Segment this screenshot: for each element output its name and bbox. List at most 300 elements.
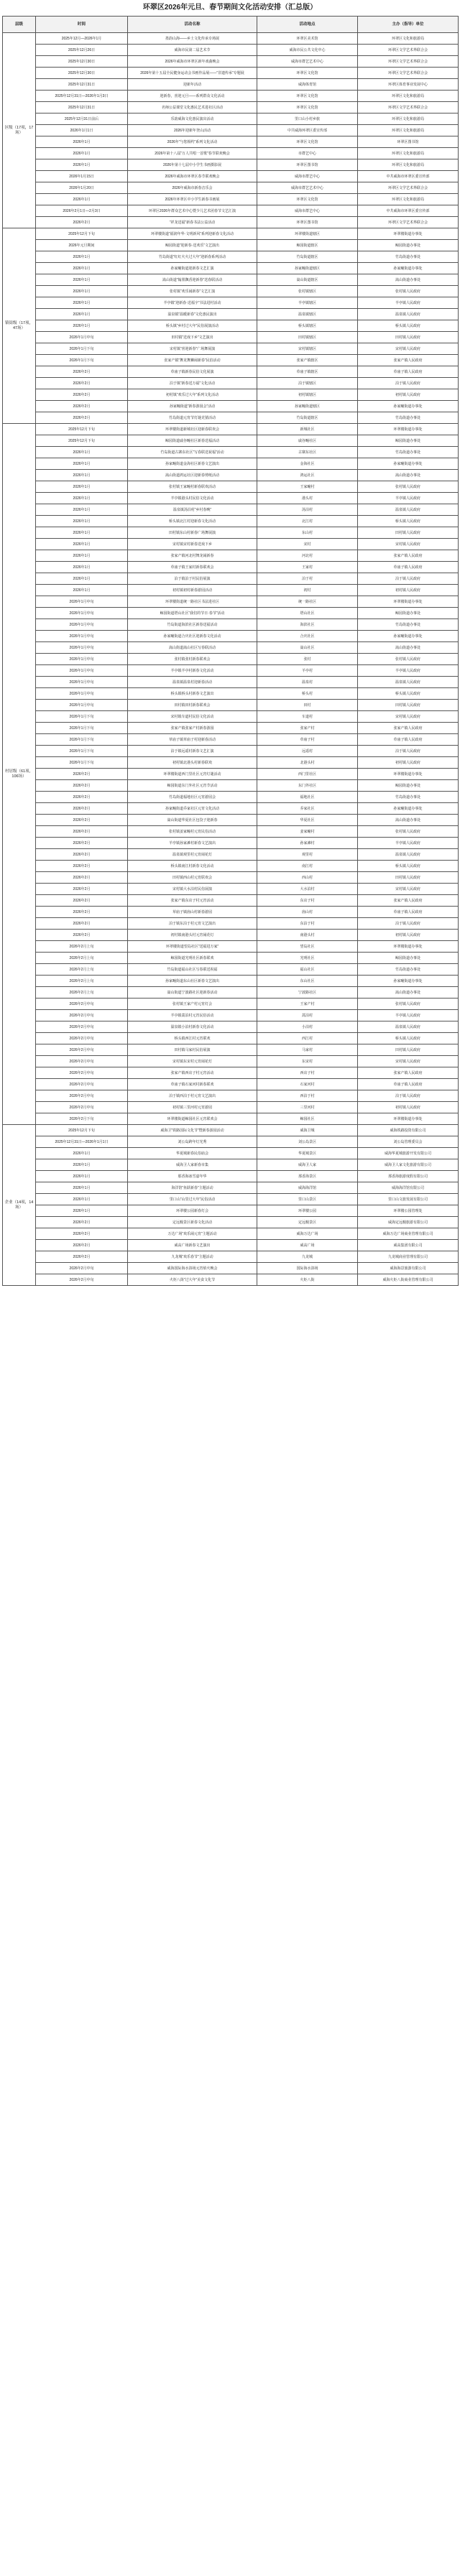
table-row [3,1125,459,1136]
organizer-cell: 威海定远舰旅游有限公司 [358,1217,459,1228]
table-row [3,481,459,493]
organizer-cell: 初村镇人民政府 [358,585,459,596]
organizer-cell: 里口山文旅发展有限公司 [358,1194,459,1205]
location-cell: 羊亭镇辖区 [257,297,358,309]
activity-cell: 嵩山街道嵩山社区写春联活动 [128,642,257,654]
activity-cell: 环翠楼街道新城社区迎新春联欢会 [128,424,257,435]
activity-cell: 名师公益课堂文化惠民艺术进社区活动 [128,102,257,113]
activity-cell: 羊亭镇蒿泊村元宵民俗活动 [128,1010,257,1021]
header-location: 活动地点 [257,17,358,33]
organizer-cell: 田村镇人民政府 [358,527,459,539]
location-cell: 车道村 [257,711,358,723]
organizer-cell: 那香海旅游度假有限公司 [358,1171,459,1182]
location-cell: 观里村 [257,849,358,861]
time-cell: 2026年1月 [36,274,128,286]
time-cell: 2026年2月 [36,366,128,378]
organizer-cell: 张家产镇人民政府 [358,355,459,366]
location-cell: 张家产镇辖区 [257,355,358,366]
location-cell: 乔家社区 [257,803,358,815]
location-cell: 马家村 [257,1044,358,1056]
location-cell: 竹岛街道辖区 [257,412,358,424]
activity-cell: 张家产镇“舞龙舞狮闹新春”民俗活动 [128,355,257,366]
location-cell: 孙家滩村 [257,838,358,849]
organizer-cell: 初村镇人民政府 [358,389,459,401]
table-row [3,136,459,148]
activity-cell: 竹岛街道元宵节灯谜竞猜活动 [128,412,257,424]
organizer-cell: 孙家疃街道办事处 [358,631,459,642]
table-row [3,343,459,355]
activity-cell: 宋村镇“喜迎新春”广场舞展演 [128,343,257,355]
location-cell: 张家产村 [257,723,358,734]
organizer-cell: 羊亭镇人民政府 [358,297,459,309]
table-row [3,297,459,309]
location-cell: 宋村镇辖区 [257,343,358,355]
table-row [3,1090,459,1102]
activity-table [2,16,459,1286]
organizer-cell: 田村镇人民政府 [358,700,459,711]
location-cell: 羊亭村 [257,665,358,677]
location-cell: 小泊村 [257,1021,358,1033]
time-cell: 2026年2月 [36,1228,128,1240]
table-row [3,631,459,642]
activity-cell: 里口山“山里过大年”民俗活动 [128,1194,257,1205]
activity-cell: 泊于镇西泊于村元宵文艺演出 [128,1090,257,1102]
organizer-cell: 羊亭镇人民政府 [358,838,459,849]
location-cell: 塔山社区 [257,608,358,619]
activity-cell: 竹岛街道海滨社区新春送福活动 [128,619,257,631]
activity-cell: 环翠楼街道统一路社区书法进社区 [128,596,257,608]
time-cell: 2026年1月 [36,585,128,596]
organizer-cell: 张村镇人民政府 [358,286,459,297]
organizer-cell: 温泉镇人民政府 [358,309,459,320]
organizer-cell: 环翠楼公园管理处 [358,1205,459,1217]
time-cell: 2025年12月30日 [36,68,128,79]
time-cell: 2026年1月中旬 [36,642,128,654]
activity-cell: 羊亭镇孙家滩村新春文艺演出 [128,838,257,849]
table-row [3,757,459,769]
organizer-cell: 初村镇人民政府 [358,930,459,941]
organizer-cell: 环翠楼街道办事处 [358,1113,459,1125]
table-row [3,68,459,79]
organizer-cell: 环翠区文化和旅游局 [358,194,459,205]
location-cell: 金海社区 [257,458,358,470]
activity-cell: 桥头镇南江村新春文化活动 [128,861,257,872]
time-cell: 2026年2月 [36,217,128,228]
activity-cell: 田村镇“送戏下乡”文艺演出 [128,332,257,343]
organizer-cell: 环翠楼街道办事处 [358,596,459,608]
location-cell: 大水泊村 [257,884,358,895]
table-row [3,1217,459,1228]
activity-cell: 环翠楼街道西门里社区元宵灯谜活动 [128,769,257,780]
table-row [3,711,459,723]
organizer-cell: 泊于镇人民政府 [358,573,459,585]
time-cell: 2025年12月—2026年1月 [36,33,128,45]
organizer-cell: 张村镇人民政府 [358,999,459,1010]
location-cell: 草庙子村 [257,734,358,746]
location-cell: 鲸园街道辖区 [257,240,358,251]
organizer-cell: 威海卫人家文化旅游有限公司 [358,1159,459,1171]
organizer-cell: 张村镇人民政府 [358,654,459,665]
time-cell: 2026年2月中旬 [36,1044,128,1056]
time-cell: 2025年12月下旬 [36,228,128,240]
time-cell: 2026年2月 [36,930,128,941]
organizer-cell: 环翠楼街道办事处 [358,424,459,435]
organizer-cell: 宋村镇人民政府 [358,884,459,895]
location-cell: 九龙城 [257,1251,358,1263]
table-row [3,45,459,56]
time-cell: 2026年1月 [36,263,128,274]
organizer-cell: 孙家疃街道办事处 [358,263,459,274]
activity-cell: 那香海冰雪嘉年华 [128,1171,257,1182]
location-cell: 戚谷疃社区 [257,435,358,447]
organizer-cell: 张村镇人民政府 [358,826,459,838]
activity-cell: 环翠区2026年群众艺术中心暨少儿艺术团春节文艺汇演 [128,205,257,217]
location-cell: 温泉村 [257,677,358,688]
organizer-cell: 威高集团有限公司 [358,1240,459,1251]
activity-cell: 孙家疃街道乔家社区元宵文化活动 [128,803,257,815]
location-cell: 新城社区 [257,424,358,435]
time-cell: 2025年12月31日前后 [36,113,128,125]
table-row [3,125,459,136]
time-cell: 2026年1月15日 [36,171,128,182]
organizer-cell: 泊于镇人民政府 [358,918,459,930]
organizer-cell: 竹岛街道办事处 [358,964,459,976]
table-row [3,573,459,585]
organizer-cell: 温泉镇人民政府 [358,849,459,861]
time-cell: 2026年2月 [36,872,128,884]
organizer-cell: 竹岛街道办事处 [358,792,459,803]
organizer-cell: 田村镇人民政府 [358,1044,459,1056]
time-cell: 2026年1月 [36,470,128,481]
time-cell: 2026年1月下旬 [36,757,128,769]
table-row [3,1205,459,1217]
time-cell: 2026年1月 [36,1159,128,1171]
activity-cell: 环翠楼街道望岛社区“送福进万家” [128,941,257,953]
location-cell: 市群艺中心 [257,148,358,159]
activity-cell: 泊于镇东泊于村元宵文艺演出 [128,918,257,930]
time-cell: 2026年1月中旬 [36,619,128,631]
table-row [3,792,459,803]
activity-cell: 桥头镇桥头村新春文艺演出 [128,688,257,700]
table-row [3,458,459,470]
time-cell: 2026年1月 [36,320,128,332]
location-cell: 东宋村 [257,1056,358,1067]
organizer-cell: 鲸园街道办事处 [358,608,459,619]
table-row [3,309,459,320]
table-row [3,953,459,964]
organizer-cell: 环翠区文学艺术界联合会 [358,217,459,228]
organizer-cell: 张家产镇人民政府 [358,723,459,734]
time-cell: 2026年1月 [36,1148,128,1159]
time-cell: 2026年1月下旬 [36,355,128,366]
location-cell: 环翠区图书馆 [257,159,358,171]
activity-cell: 定远舰景区新春文化活动 [128,1217,257,1228]
organizer-cell: 环翠区体育事业发展中心 [358,79,459,91]
table-row [3,366,459,378]
time-cell: 2026年1月1日 [36,125,128,136]
organizer-cell: 竹岛街道办事处 [358,412,459,424]
table-row [3,930,459,941]
activity-cell: 2026年环翠区中小学生新春书画展 [128,194,257,205]
time-cell: 2026年2月 [36,907,128,918]
activity-cell: 迎新年活动 [128,79,257,91]
activity-cell: 乐韵威海文化惠民演出活动 [128,113,257,125]
organizer-cell: 环翠区文化和旅游局 [358,148,459,159]
organizer-cell: 桥头镇人民政府 [358,688,459,700]
table-row [3,1240,459,1251]
table-row [3,1194,459,1205]
time-cell: 2026年2月中旬 [36,1090,128,1102]
location-cell: 威海卫人家 [257,1159,358,1171]
organizer-cell: 中共威海市环翠区委宣传部 [358,205,459,217]
time-cell: 2025年12月下旬 [36,435,128,447]
organizer-cell: 宋村镇人民政府 [358,1056,459,1067]
location-cell: 威海市群艺艺术中心 [257,56,358,68]
table-row [3,999,459,1010]
location-cell: 环翠区文化馆 [257,194,358,205]
location-cell: 竹岛街道辖区 [257,251,358,263]
organizer-cell: 环翠楼街道办事处 [358,228,459,240]
activity-cell: 鲸园街道戚谷疃社区新春送福活动 [128,435,257,447]
table-row [3,826,459,838]
organizer-cell: 嵩山街道办事处 [358,987,459,999]
activity-cell: 草庙子镇新春民俗文化展演 [128,366,257,378]
time-cell: 2026年2月 [36,861,128,872]
time-cell: 2026年2月中旬 [36,1010,128,1021]
activity-cell: 初村镇北港头村新春联欢 [128,757,257,769]
table-row [3,1067,459,1079]
activity-cell: 嵩山街道鸿运社区迎新春剪纸活动 [128,470,257,481]
location-cell: 海滨社区 [257,619,358,631]
location-cell: 北港头村 [257,757,358,769]
time-cell: 2026年2月 [36,389,128,401]
time-cell: 2026年1月 [36,493,128,504]
table-row [3,516,459,527]
time-cell: 2026年1月 [36,159,128,171]
organizer-cell: 羊亭镇人民政府 [358,1010,459,1021]
table-row [3,1021,459,1033]
time-cell: 2026年2月1日—2月3日 [36,205,128,217]
time-cell: 2026年2月 [36,769,128,780]
time-cell: 2026年2月上旬 [36,987,128,999]
time-cell: 2025年12月下旬 [36,424,128,435]
organizer-cell: 羊亭镇人民政府 [358,665,459,677]
table-row [3,56,459,68]
table-row [3,102,459,113]
table-row [3,1113,459,1125]
location-cell: 三里河村 [257,1102,358,1113]
table-row [3,780,459,792]
location-cell: 草庙子镇辖区 [257,366,358,378]
location-cell: 望岛社区 [257,941,358,953]
location-cell: 西江村 [257,1033,358,1044]
activity-cell: 九龙城“欢乐春节”主题活动 [128,1251,257,1263]
location-cell: 环翠区文化馆 [257,91,358,102]
location-cell: 东泊于村 [257,918,358,930]
time-cell: 2026年1月 [36,148,128,159]
time-cell: 2026年1月 [36,481,128,493]
location-cell: 定远舰景区 [257,1217,358,1228]
location-cell: 威海市民公共文化中心 [257,45,358,56]
location-cell: 那香海景区 [257,1171,358,1182]
activity-cell: 孙家疃街道合庆社区迎新春文化活动 [128,631,257,642]
organizer-cell: 初村镇人民政府 [358,757,459,769]
activity-cell: 2026年威海市环翠区新年戏曲晚会 [128,56,257,68]
time-cell: 2026年1月 [36,136,128,148]
activity-cell: 张家产镇河北村舞龙闹新春 [128,550,257,562]
time-cell: 2026年2月 [36,780,128,792]
location-cell: 光明社区 [257,953,358,964]
table-row [3,769,459,780]
location-cell: 王家产村 [257,999,358,1010]
activity-cell: 威高广场新春文艺演出 [128,1240,257,1251]
activity-cell: 鲸园街道塔山社区“我们的节日·春节”活动 [128,608,257,619]
table-row [3,412,459,424]
table-row [3,803,459,815]
activity-cell: 嵩山街道华夏社区包饺子迎新春 [128,815,257,826]
organizer-cell: 鲸园街道办事处 [358,435,459,447]
time-cell: 2026年2月上旬 [36,953,128,964]
header-level: 层级 [3,17,36,33]
organizer-cell: 泊于镇人民政府 [358,746,459,757]
location-cell: 环翠区文化馆 [257,102,358,113]
time-cell: 2026年2月 [36,412,128,424]
location-cell: 西泊于村 [257,1090,358,1102]
time-cell: 2026年2月 [36,838,128,849]
organizer-cell: 桥头镇人民政府 [358,320,459,332]
level-cell: 镇街级（17项，47场） [3,228,36,424]
organizer-cell: 环翠区文学艺术界联合会 [358,102,459,113]
organizer-cell: 宋村镇人民政府 [358,539,459,550]
time-cell: 2026年1月 [36,297,128,309]
organizer-cell: 竹岛街道办事处 [358,619,459,631]
activity-cell: 墨韵山海——乡土文化传承专场展 [128,33,257,45]
activity-cell: 张村镇“欢乐闹新春”文艺汇演 [128,286,257,297]
table-row [3,274,459,286]
location-cell: 崮山村 [257,907,358,918]
table-row [3,79,459,91]
time-cell: 2026年2月上旬 [36,976,128,987]
time-cell: 2026年2月 [36,815,128,826]
organizer-cell: 威海铁路投资有限公司 [358,1125,459,1136]
location-cell: 宋村 [257,539,358,550]
time-cell: 2026年1月中旬 [36,332,128,343]
table-row [3,320,459,332]
table-row [3,688,459,700]
table-row [3,447,459,458]
time-cell: 2026年2月上旬 [36,964,128,976]
activity-cell: 初村镇初村新春游园活动 [128,585,257,596]
time-cell: 2026年2月中旬 [36,1102,128,1113]
location-cell: 桥头镇辖区 [257,320,358,332]
organizer-cell: 张家产镇人民政府 [358,1067,459,1079]
location-cell: 威海市群艺中心 [257,205,358,217]
time-cell: 2026年2月下旬 [36,1113,128,1125]
table-row [3,677,459,688]
location-cell: 初村镇辖区 [257,389,358,401]
table-row [3,435,459,447]
table-row [3,907,459,918]
activity-cell: 温泉镇“温暖新春”文化惠民演出 [128,309,257,320]
table-row [3,941,459,953]
time-cell: 2026年1月 [36,1182,128,1194]
activity-cell: 2026年第十七届中小学生书画摄影展 [128,159,257,171]
activity-cell: 孙家疃街道金海社区新春文艺演出 [128,458,257,470]
organizer-cell: 温泉镇人民政府 [358,1021,459,1033]
table-row [3,895,459,907]
time-cell: 2026年1月中旬 [36,677,128,688]
table-row [3,1044,459,1056]
time-cell: 2026年1月 [36,516,128,527]
activity-cell: 2026年第十八届“万人共唱一首歌”春节联欢晚会 [128,148,257,159]
activity-cell: 刘公岛跨年灯光秀 [128,1136,257,1148]
time-cell: 2025年12月26日 [36,45,128,56]
activity-cell: 羊亭镇“迎新春·送福字”书法进村活动 [128,297,257,309]
activity-cell: 张村镇王家产村元宵灯会 [128,999,257,1010]
time-cell: 2026年1月下旬 [36,723,128,734]
location-cell: 孙家疃街道辖区 [257,263,358,274]
location-cell: 东山村 [257,527,358,539]
organizer-cell: 宋村镇人民政府 [358,343,459,355]
table-row [3,1251,459,1263]
time-cell: 2026年1月 [36,1171,128,1182]
activity-cell: 张村镇姜家疃村元宵民俗活动 [128,826,257,838]
table-row [3,1182,459,1194]
table-row [3,389,459,401]
time-cell: 2025年12月31日 [36,79,128,91]
time-cell: 2025年12月31日—2026年1月1日 [36,1136,128,1148]
location-cell: 嵩山街道辖区 [257,274,358,286]
time-cell: 2026年2月 [36,401,128,412]
location-cell: 里口山小村乡旅 [257,113,358,125]
activity-cell: 竹岛街道古寨东社区“写春联送祝福”活动 [128,447,257,458]
table-row [3,596,459,608]
location-cell: 远遥村 [257,746,358,757]
activity-cell: 田村镇田村新春联欢会 [128,700,257,711]
organizer-cell: 环翠区图书馆 [358,136,459,148]
activity-cell: 张家产镇东店子村元宵活动 [128,895,257,907]
time-cell: 2026年2月中旬 [36,1033,128,1044]
organizer-cell: 环翠区文化和旅游局 [358,91,459,102]
activity-cell: 海洋馆“鱼跃新春”主题活动 [128,1182,257,1194]
table-row [3,700,459,711]
activity-cell: 鲸园街道东门外社区元宵节活动 [128,780,257,792]
time-cell: 2026年2月 [36,1217,128,1228]
time-cell: 2026年2月中旬 [36,999,128,1010]
organizer-cell: 竹岛街道办事处 [358,447,459,458]
table-header-row [3,17,459,33]
time-cell: 2026年2月 [36,826,128,838]
table-row [3,815,459,826]
activity-cell: 宋村镇车道村民俗文化活动 [128,711,257,723]
table-row [3,734,459,746]
location-cell: 初村 [257,585,358,596]
time-cell: 2026年1月中旬 [36,596,128,608]
table-row [3,654,459,665]
location-cell: 蒿泊村 [257,1010,358,1021]
organizer-cell: 田村镇人民政府 [358,332,459,343]
table-row [3,1263,459,1274]
level-cell: 村居级（61项，106场） [3,424,36,1125]
location-cell: 威海市群艺艺术中心 [257,182,358,194]
time-cell: 2026年2月中旬 [36,1263,128,1274]
organizer-cell: 嵩山街道办事处 [358,274,459,286]
time-cell: 2026年2月 [36,895,128,907]
time-cell: 2026年2月 [36,792,128,803]
activity-cell: 环翠楼公园新春灯会 [128,1205,257,1217]
activity-cell: 万达广场“欢乐闹元宵”主题活动 [128,1228,257,1240]
location-cell: 鲸园社区 [257,1113,358,1125]
